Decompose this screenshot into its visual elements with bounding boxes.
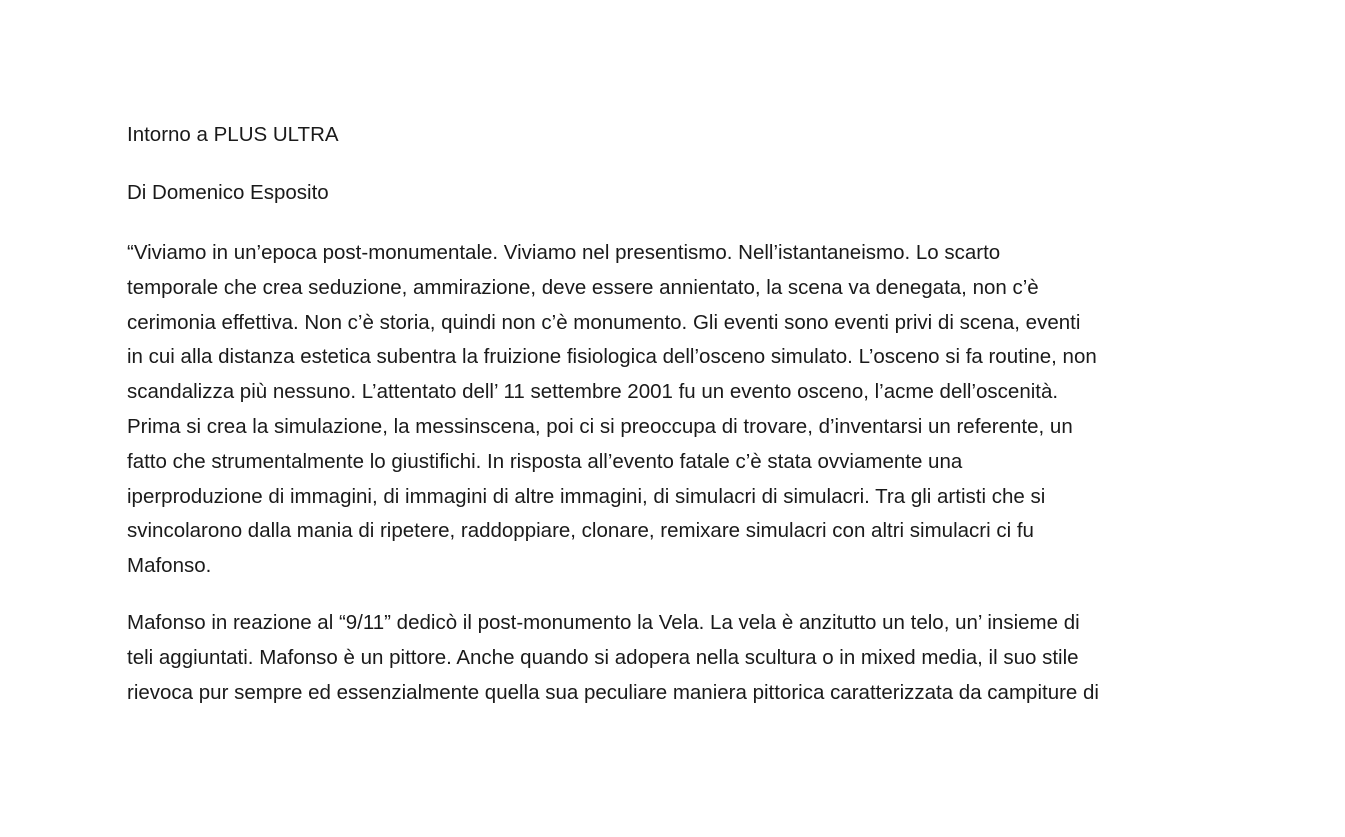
document-body	[127, 120, 1222, 732]
paragraph-line: fatto che strumentalmente lo giustifichi. In risposta all’evento fatale c’è stata ovviamente una	[127, 449, 963, 473]
paragraph-line: teli aggiuntati. Mafonso è un pittore. Anche quando si adopera nella scultura o in mixed media, il suo stile	[127, 645, 1079, 669]
paragraph-line: Mafonso.	[127, 554, 212, 578]
paragraph-line: “Viviamo in un’epoca post-monumentale. Viviamo nel presentismo. Nell’istantaneismo. Lo scarto	[127, 241, 1001, 264]
paragraph-line: temporale che crea seduzione, ammirazione, deve essere annientato, la scena va denegata, non c’è	[127, 275, 1039, 299]
paragraph-line: Mafonso in reazione al “9/11” dedicò il post-monumento la Vela. La vela è anzitutto un telo, un’ insieme di	[127, 610, 1080, 634]
paragraph-line: iperproduzione di immagini, di immagini di altre immagini, di simulacri di simulacri. Tra gli artisti che si	[127, 484, 1046, 508]
document-title: Intorno a PLUS ULTRA	[127, 123, 339, 146]
paragraph-2	[127, 606, 1222, 710]
paragraph-line: in cui alla distanza estetica subentra la fruizione fisiologica dell’osceno simulato. L’osceno si fa routine, non	[127, 345, 1097, 369]
paragraph-line: Prima si crea la simulazione, la messinscena, poi ci si preoccupa di trovare, d’inventarsi un referente, un	[127, 414, 1073, 438]
paragraph-line: svincolarono dalla mania di ripetere, raddoppiare, clonare, remixare simulacri con altri simulacri ci fu	[127, 519, 1034, 543]
paragraph-line: scandalizza più nessuno. L’attentato dell’ 11 settembre 2001 fu un evento osceno, l’acme dell’oscenità.	[127, 380, 1059, 404]
paragraph-line: cerimonia effettiva. Non c’è storia, quindi non c’è monumento. Gli eventi sono eventi privi di scena, eventi	[127, 310, 1081, 334]
paragraph-1	[127, 236, 1222, 584]
paragraph-line: rievoca pur sempre ed essenzialmente quella sua peculiare maniera pittorica caratterizzata da campiture di	[127, 680, 1099, 704]
document-author: Di Domenico Esposito	[127, 181, 329, 204]
